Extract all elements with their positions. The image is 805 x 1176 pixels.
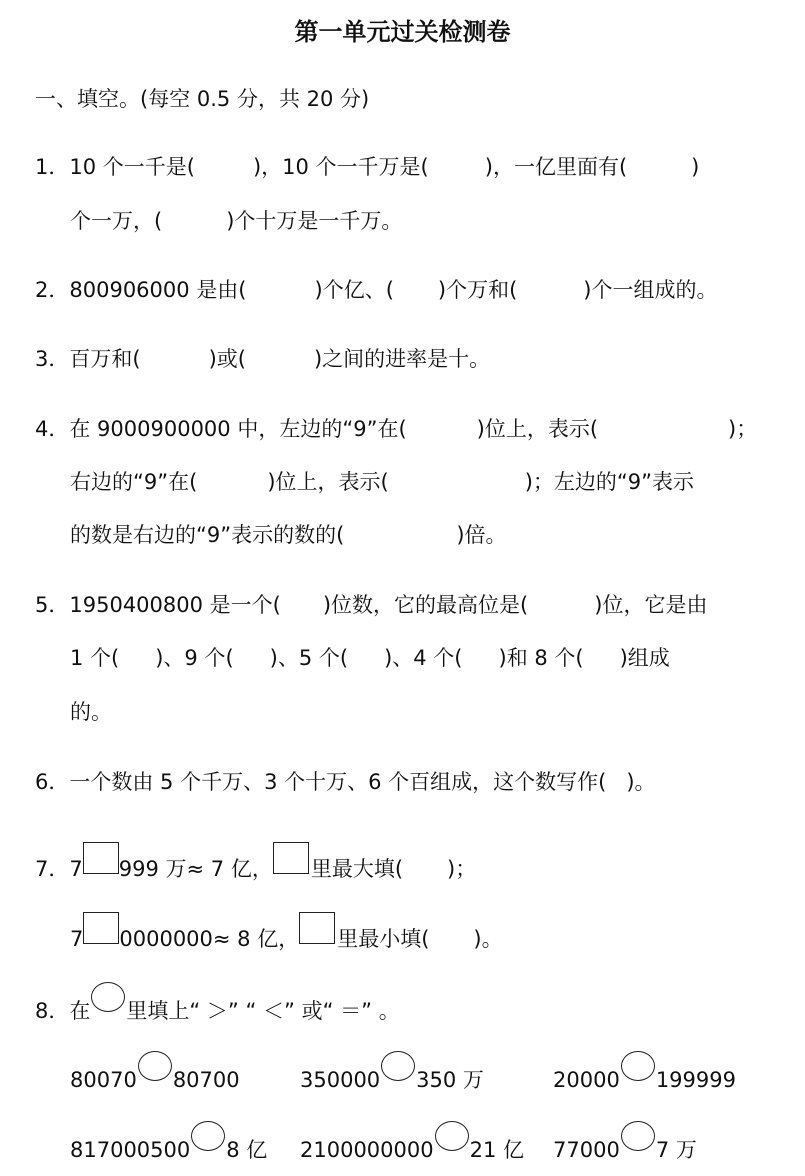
page-title: 第一单元过关检测卷	[294, 18, 511, 46]
digit-box	[299, 912, 335, 944]
question-3: 3．百万和( )或( )之间的进率是十。	[35, 347, 491, 371]
digit-box	[273, 842, 309, 874]
question-8: 8．在 里填上“ ＞” “ ＜” 或“ ＝” 。	[35, 982, 400, 1026]
circle-icon	[91, 982, 125, 1012]
question-number: 8．	[35, 999, 70, 1023]
compare-circle[interactable]	[435, 1121, 469, 1151]
question-number: 5．	[35, 593, 70, 617]
compare-circle[interactable]	[138, 1051, 172, 1081]
question-5-line-2: 1 个( )、9 个( )、5 个( )、4 个( )和 8 个( )组成	[70, 646, 670, 670]
question-number: 6．	[35, 770, 70, 794]
digit-box[interactable]	[83, 842, 119, 874]
comparison-item: 2100000000 21 亿	[300, 1121, 524, 1165]
question-number: 7．	[35, 857, 70, 881]
comparison-item: 817000500 8 亿	[70, 1121, 267, 1165]
question-number: 2．	[35, 278, 70, 302]
compare-circle[interactable]	[381, 1051, 415, 1081]
comparison-item: 77000 7 万	[553, 1121, 697, 1165]
question-6: 6．一个数由 5 个千万、3 个十万、6 个百组成，这个数写作( )。	[35, 770, 656, 794]
question-number: 1．	[35, 155, 70, 179]
question-number: 3．	[35, 347, 70, 371]
compare-circle[interactable]	[621, 1051, 655, 1081]
section-heading: 一、填空。(每空 0.5 分，共 20 分)	[35, 87, 370, 111]
question-2: 2．800906000 是由( )个亿、( )个万和( )个一组成的。	[35, 278, 718, 302]
digit-box[interactable]	[83, 912, 119, 944]
comparison-item: 20000 199999	[553, 1051, 736, 1095]
compare-circle[interactable]	[621, 1121, 655, 1151]
question-7-line-2: 7 0000000≈ 8 亿， 里最小填( )。	[70, 912, 503, 954]
question-1-line-1: 1．10 个一千是( )，10 个一千万是( )，一亿里面有( )	[35, 155, 700, 179]
compare-circle[interactable]	[191, 1121, 225, 1151]
question-4-line-2: 右边的“9”在( )位上，表示( )；左边的“9”表示	[70, 470, 695, 494]
question-1-line-2: 个一万，( )个十万是一千万。	[70, 209, 403, 233]
question-7-line-1: 7．7 999 万≈ 7 亿， 里最大填( )；	[35, 842, 476, 884]
comparison-item: 80070 80700	[70, 1051, 240, 1095]
question-number: 4．	[35, 417, 70, 441]
comparison-item: 350000 350 万	[300, 1051, 484, 1095]
question-5-line-3: 的。	[70, 700, 112, 724]
question-5-line-1: 5．1950400800 是一个( )位数，它的最高位是( )位，它是由	[35, 593, 708, 617]
question-4-line-3: 的数是右边的“9”表示的数的( )倍。	[70, 523, 507, 547]
question-4-line-1: 4．在 9000900000 中，左边的“9”在( )位上，表示( )；	[35, 417, 758, 441]
